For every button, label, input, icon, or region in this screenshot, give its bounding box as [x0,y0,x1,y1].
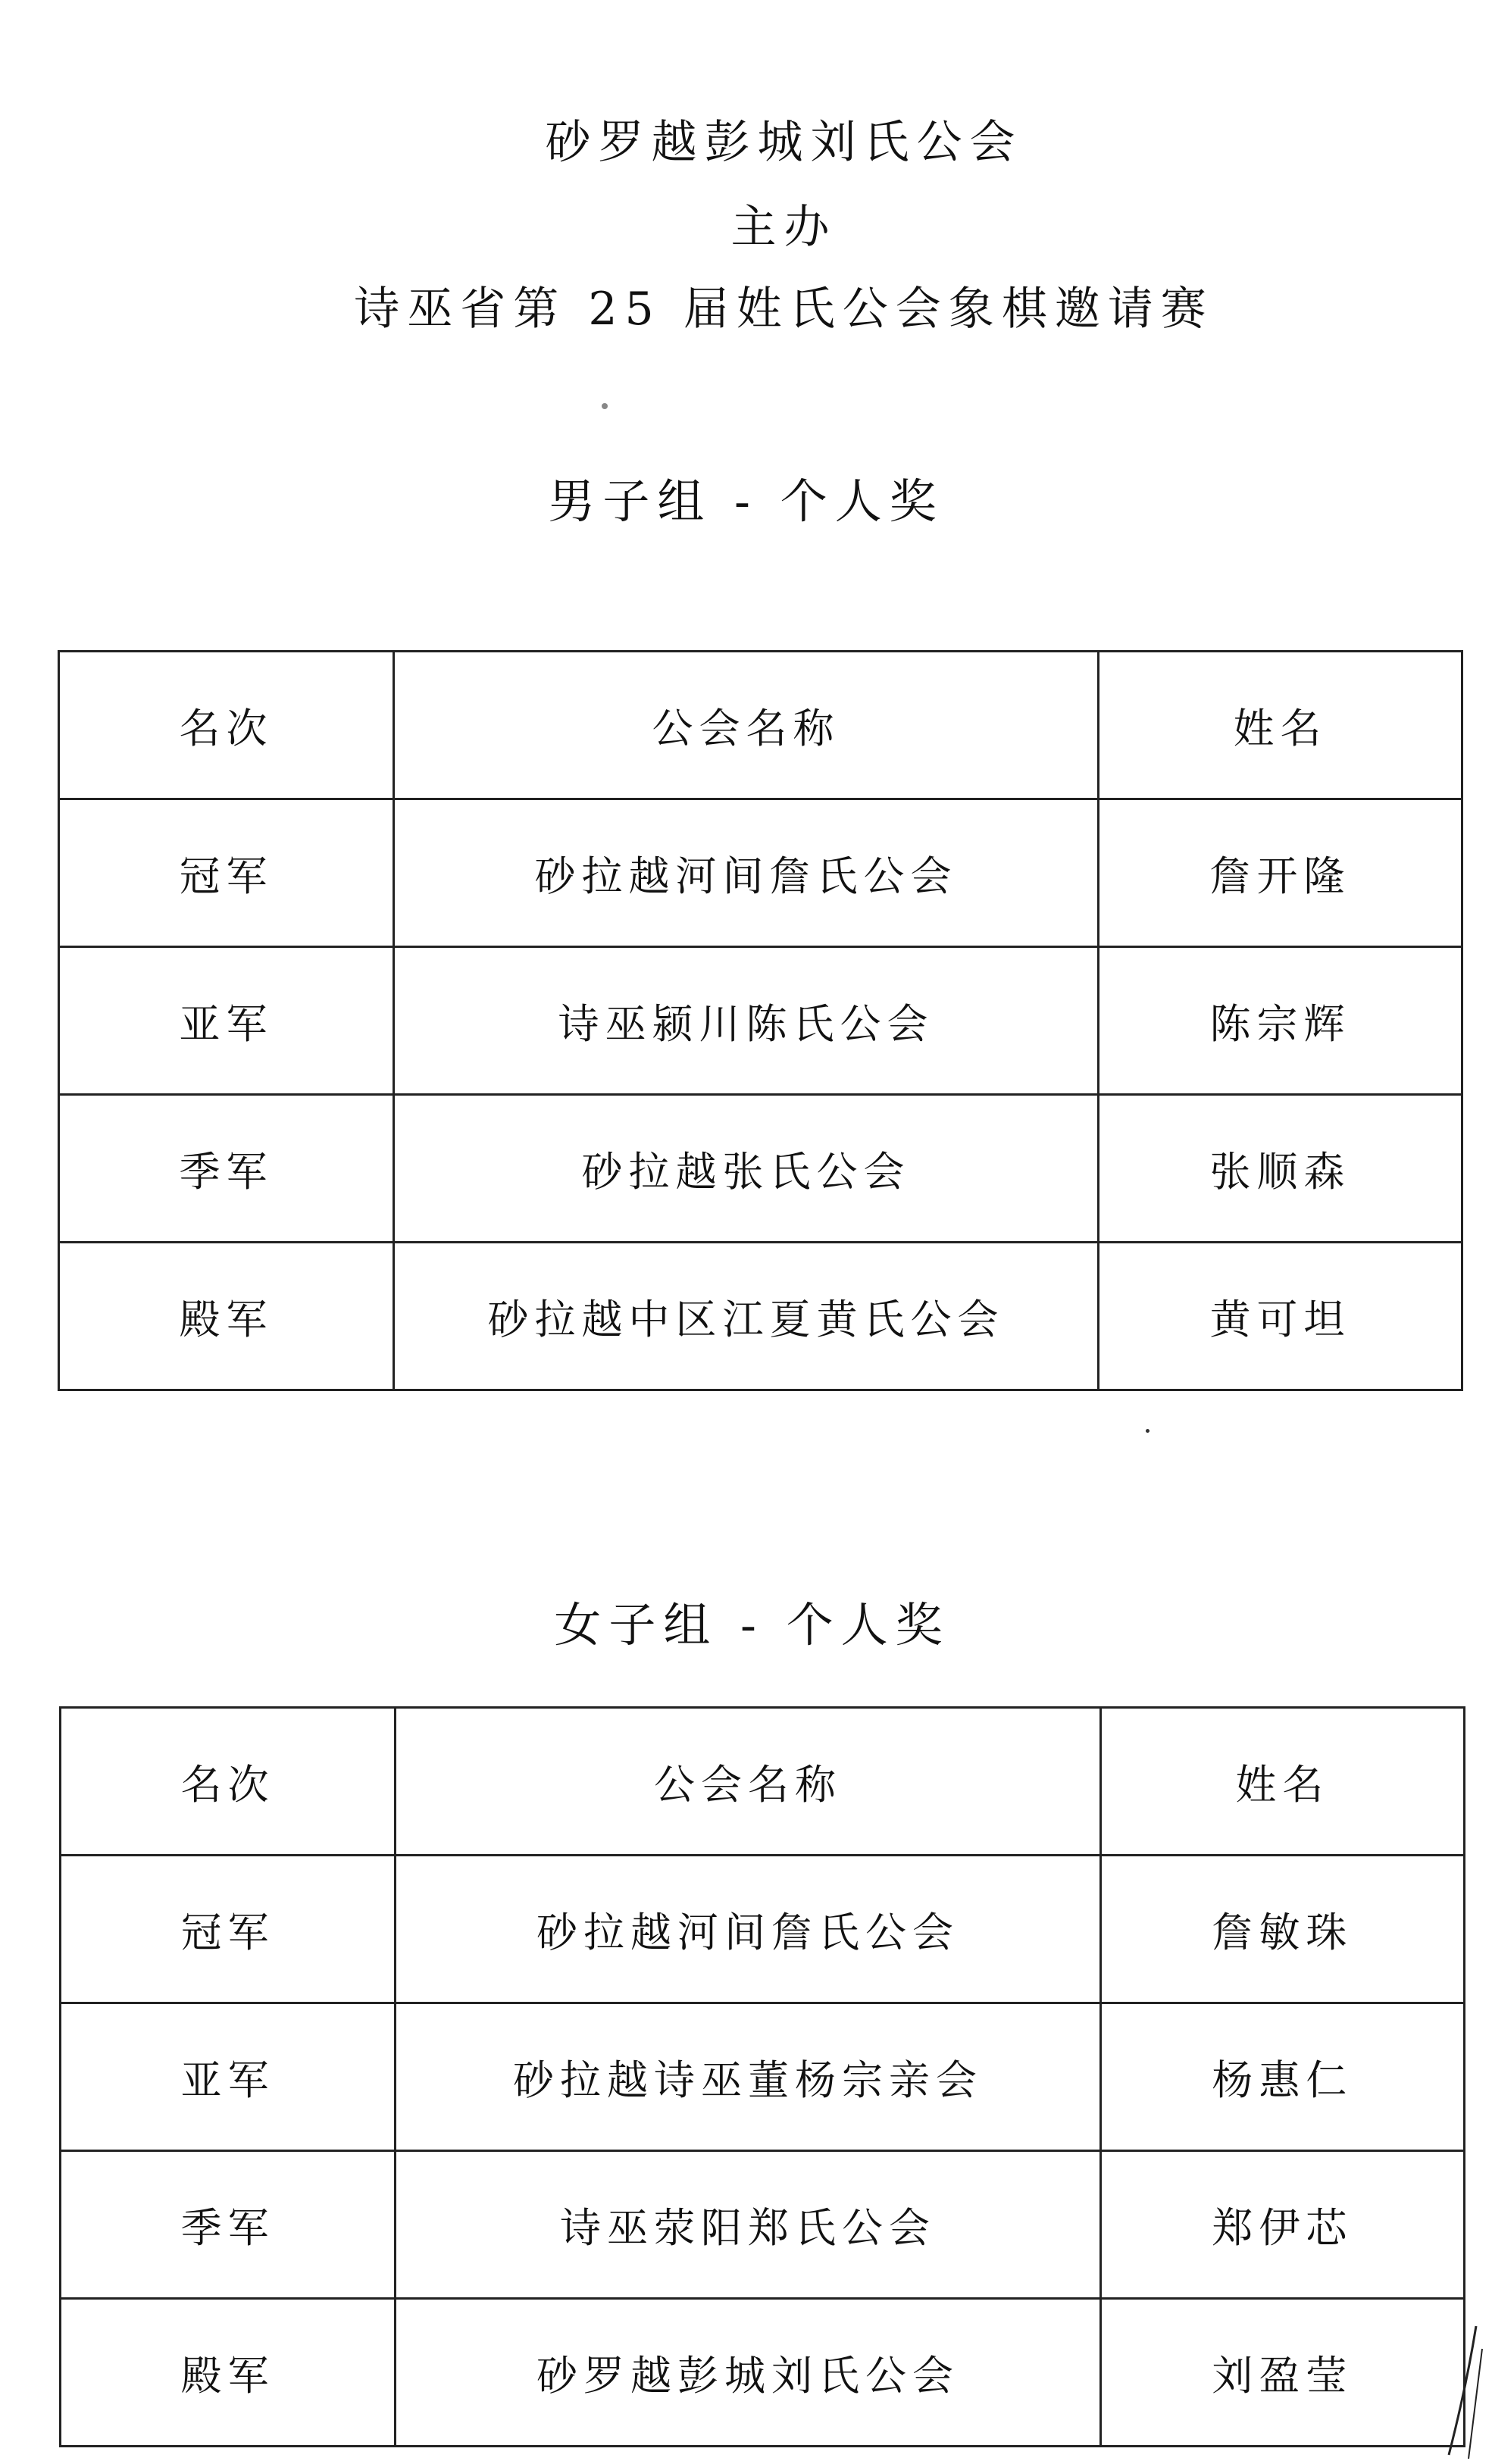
men-awards-table [58,650,1463,1391]
column-header-name: 姓名 [1100,1708,1464,1856]
association-cell: 砂拉越中区江夏黄氏公会 [394,1243,1099,1390]
table-row [59,1243,1462,1390]
column-header-rank: 名次 [61,1708,396,1856]
association-cell: 诗巫颍川陈氏公会 [394,947,1099,1095]
rank-cell: 亚军 [61,2003,396,2151]
name-cell: 詹开隆 [1099,799,1462,947]
rank-cell: 冠军 [59,799,394,947]
rank-cell: 冠军 [61,1856,396,2003]
rank-cell: 季军 [59,1095,394,1243]
table-row [61,2151,1465,2299]
name-cell: 陈宗辉 [1099,947,1462,1095]
table-row [61,2003,1465,2151]
table-row [61,2299,1465,2447]
name-cell: 刘盈莹 [1100,2299,1464,2447]
association-cell: 砂拉越诗巫董杨宗亲会 [396,2003,1101,2151]
column-header-association: 公会名称 [394,652,1099,799]
organizer-role: 主办 [730,201,837,254]
rank-cell: 季军 [61,2151,396,2299]
event-title: 诗巫省第 25 届姓氏公会象棋邀请赛 [354,283,1214,336]
name-cell: 郑伊芯 [1100,2151,1464,2299]
table-row [59,799,1462,947]
column-header-name: 姓名 [1099,652,1462,799]
name-cell: 张顺森 [1099,1095,1462,1243]
name-cell: 黄可坦 [1099,1243,1462,1390]
table-row [61,1856,1465,2003]
table-header-row [61,1708,1465,1856]
table-row [59,947,1462,1095]
association-cell: 砂罗越彭城刘氏公会 [396,2299,1101,2447]
column-header-rank: 名次 [59,652,394,799]
association-cell: 砂拉越河间詹氏公会 [394,799,1099,947]
rank-cell: 殿军 [59,1243,394,1390]
rank-cell: 亚军 [59,947,394,1095]
name-cell: 詹敏珠 [1100,1856,1464,2003]
association-cell: 砂拉越张氏公会 [394,1095,1099,1243]
association-cell: 砂拉越河间詹氏公会 [396,1856,1101,2003]
men-section-title: 男子组 - 个人奖 [548,474,944,529]
women-section-title: 女子组 - 个人奖 [554,1597,950,1653]
association-cell: 诗巫荥阳郑氏公会 [396,2151,1101,2299]
scan-speck [602,403,608,409]
name-cell: 杨惠仁 [1100,2003,1464,2151]
rank-cell: 殿军 [61,2299,396,2447]
women-awards-table [59,1706,1465,2447]
column-header-association: 公会名称 [396,1708,1101,1856]
table-header-row [59,652,1462,799]
organizer-name: 砂罗越彭城刘氏公会 [545,116,1023,169]
pen-mark [1409,2319,1485,2462]
table-row [59,1095,1462,1243]
scan-speck [1146,1429,1149,1433]
